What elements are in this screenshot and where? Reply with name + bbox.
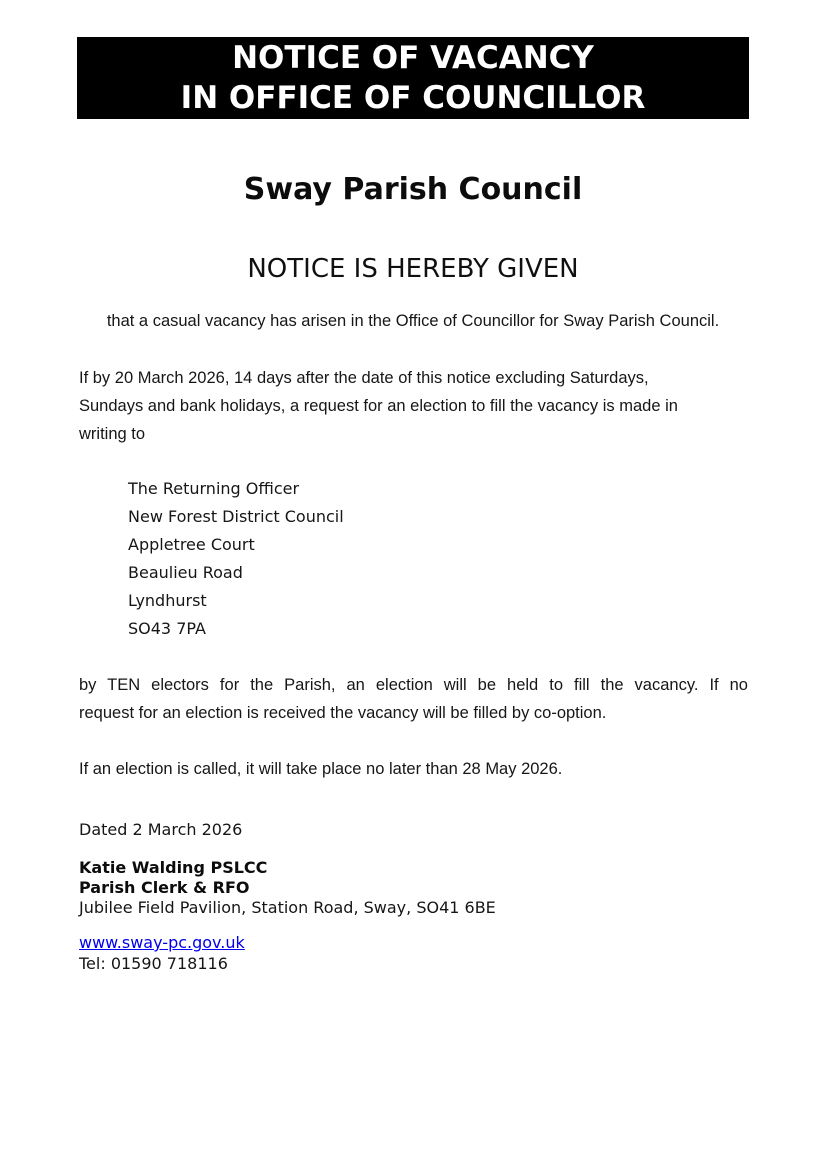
notice-banner xyxy=(77,37,749,119)
address-line: SO43 7PA xyxy=(128,619,206,638)
address-line: Lyndhurst xyxy=(128,591,207,610)
paragraph-line: request for an election is received the vacancy will be filled by co-option. xyxy=(79,704,607,722)
paragraph-election-request xyxy=(79,364,748,448)
paragraph-line: writing to xyxy=(79,425,146,443)
address-line: Beaulieu Road xyxy=(128,563,243,582)
signatory-address: Jubilee Field Pavilion, Station Road, Sway, SO41 6BE xyxy=(79,898,496,917)
returning-officer-address-block xyxy=(79,475,748,643)
signature-block xyxy=(79,858,748,918)
paragraph-line: If by 20 March 2026, 14 days after the date of this notice excluding Saturdays, xyxy=(79,369,649,387)
banner-line-1: NOTICE OF VACANCY xyxy=(232,40,594,76)
address-line: New Forest District Council xyxy=(128,507,344,526)
signatory-name: Katie Walding PSLCC xyxy=(79,858,268,877)
paragraph-line: by TEN electors for the Parish, an election will be held to fill the vacancy. If no xyxy=(79,676,748,694)
address-line: The Returning Officer xyxy=(128,479,300,498)
address-line: Appletree Court xyxy=(128,535,255,554)
contact-block xyxy=(79,932,748,974)
signatory-role: Parish Clerk & RFO xyxy=(79,878,250,897)
notice-heading: NOTICE IS HEREBY GIVEN xyxy=(247,254,579,284)
council-title: Sway Parish Council xyxy=(243,172,583,207)
website-link[interactable]: www.sway-pc.gov.uk xyxy=(79,933,245,952)
telephone-line: Tel: 01590 718116 xyxy=(79,954,228,973)
paragraph-election-date: If an election is called, it will take place no later than 28 May 2026. xyxy=(79,760,563,778)
paragraph-line: Sundays and bank holidays, a request for an election to fill the vacancy is made in xyxy=(79,397,678,415)
dated-line: Dated 2 March 2026 xyxy=(79,820,243,839)
document-body xyxy=(79,364,748,974)
paragraph-ten-electors xyxy=(79,671,748,727)
banner-line-2: IN OFFICE OF COUNCILLOR xyxy=(180,80,646,116)
intro-line: that a casual vacancy has arisen in the Office of Councillor for Sway Parish Council. xyxy=(106,312,720,330)
